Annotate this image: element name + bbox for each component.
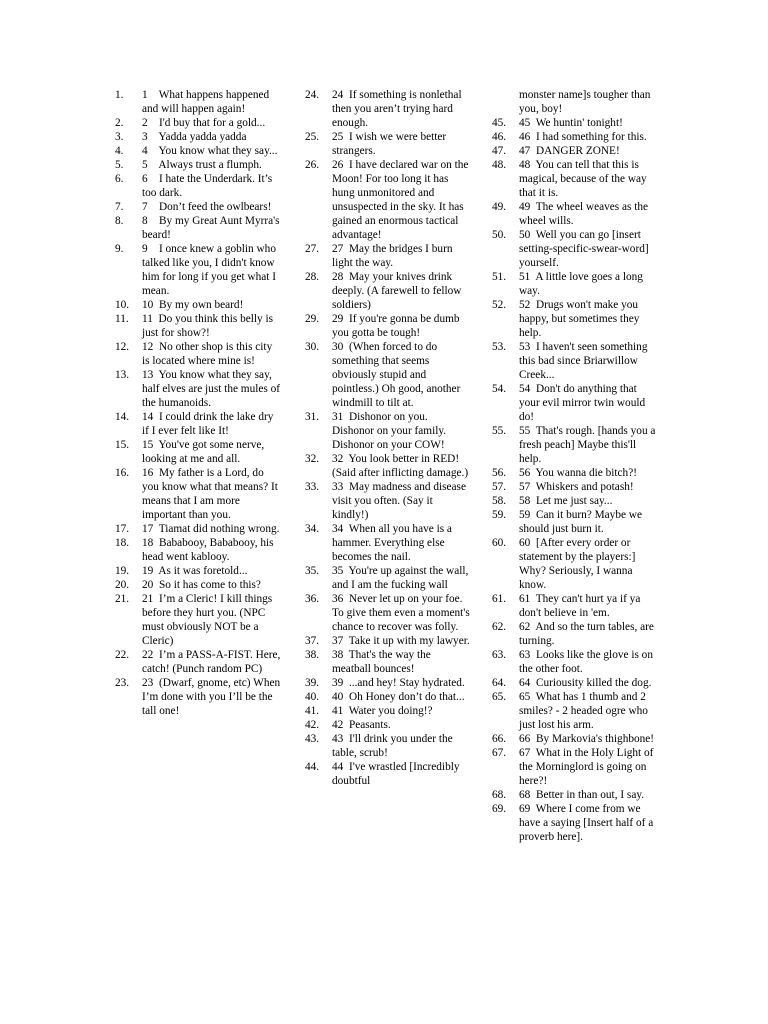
list-item-number: 44. [305,761,320,773]
list-item [492,382,662,424]
list-item-number: 57. [492,481,507,493]
list-item-text: 9 I once knew a goblin who talked like you, I didn't know him for long if you get what I mean. [142,243,279,297]
list-item-text: 28 May your knives drink deeply. (A farewell to fellow soldiers) [332,271,465,311]
list-item-number: 32. [305,453,320,465]
list-item [305,634,475,648]
list-item-text: 44 I've wrastled [Incredibly doubtful [332,761,463,787]
list-item-text: 27 May the bridges I burn light the way. [332,243,456,269]
list-item-number: 43. [305,733,320,745]
continued-text: monster name]s tougher than you, boy! [519,89,654,115]
list-item-number: 64. [492,677,507,689]
list-item-text: 48 You can tell that this is magical, because of the way that it is. [519,159,650,199]
list-item-number: 16. [115,467,130,479]
list-item-number: 3. [115,131,124,143]
list-item-text: 20 So it has come to this? [142,579,261,591]
list-item-number: 33. [305,481,320,493]
list-item-text: 38 That's the way the meatball bounces! [332,649,434,675]
list-item [115,536,285,564]
list-item-number: 66. [492,733,507,745]
list-item-text: 64 Curiousity killed the dog. [519,677,652,689]
list-item-text: 21 I’m a Cleric! I kill things before they hurt you. (NPC must obviously NOT be a Cleric) [142,593,276,647]
list-item [115,200,285,214]
list-item-text: 22 I’m a PASS-A-FIST. Here, catch! (Punch random PC) [142,649,284,675]
list-item-number: 15. [115,439,130,451]
list-item-text: 39 ...and hey! Stay hydrated. [332,677,465,689]
list-item [115,564,285,578]
list-item-number: 59. [492,509,507,521]
list-item-number: 29. [305,313,320,325]
list-item-text: 43 I'll drink you under the table, scrub! [332,733,456,759]
list-item-number: 34. [305,523,320,535]
list-item-text: 13 You know what they say, half elves are just the mules of the humanoids. [142,369,283,409]
list-item-text: 12 No other shop is this city is located where mine is! [142,341,276,367]
list-item-text: 57 Whiskers and potash! [519,481,634,493]
list-item-number: 52. [492,299,507,311]
list-item-text: 11 Do you think this belly is just for show?! [142,313,276,339]
list-item-text: 32 You look better in RED! (Said after inflicting damage.) [332,453,469,479]
list-item-text: 65 What has 1 thumb and 2 smiles? - 2 headed ogre who just lost his arm. [519,691,651,731]
list-item-number: 17. [115,523,130,535]
list-item-number: 37. [305,635,320,647]
list-item-text: 3 Yadda yadda yadda [142,131,247,143]
list-item-text: 19 As it was foretold... [142,565,248,577]
list-item-number: 22. [115,649,130,661]
list-item-text: 25 I wish we were better strangers. [332,131,450,157]
list-item [305,718,475,732]
list-item [492,648,662,676]
list-item-text: 5 Always trust a flumph. [142,159,262,171]
list-item-text: 37 Take it up with my lawyer. [332,635,470,647]
list-item-number: 30. [305,341,320,353]
list-item-text: 41 Water you doing!? [332,705,433,717]
list-item [492,466,662,480]
list-item-number: 48. [492,159,507,171]
list-item [305,88,475,130]
list-item-text: 40 Oh Honey don’t do that... [332,691,465,703]
list-item [305,480,475,522]
list-item-number: 56. [492,467,507,479]
list-item-number: 68. [492,789,507,801]
list-item-number: 45. [492,117,507,129]
list-item-number: 39. [305,677,320,689]
list-item [115,676,285,718]
list-item-text: 47 DANGER ZONE! [519,145,620,157]
list-item-number: 63. [492,649,507,661]
list-item [305,676,475,690]
list-item-text: 30 (When forced to do something that seems obviously stupid and pointless.) Oh good, another windmill to tilt at. [332,341,464,409]
list-item [305,158,475,242]
list-item [305,410,475,452]
list-item [492,158,662,200]
list-item-text: 29 If you're gonna be dumb you gotta be tough! [332,313,463,339]
list-item-text: 36 Never let up on your foe. To give them even a moment's chance to recover was folly. [332,593,473,633]
list-item-number: 62. [492,621,507,633]
list-item [115,578,285,592]
list-item [492,228,662,270]
list-item [115,438,285,466]
list-item-text: 24 If something is nonlethal then you aren’t trying hard enough. [332,89,465,129]
list-item-number: 8. [115,215,124,227]
list-item-text: 31 Dishonor on you. Dishonor on your family. Dishonor on your COW! [332,411,449,451]
list-item-number: 26. [305,159,320,171]
list-item-number: 31. [305,411,320,423]
list-item-text: 15 You've got some nerve, looking at me and all. [142,439,268,465]
list-item-text: 62 And so the turn tables, are turning. [519,621,657,647]
list-item [115,116,285,130]
list-item-number: 5. [115,159,124,171]
list-item [492,424,662,466]
list-item-number: 20. [115,579,130,591]
list-item-number: 27. [305,243,320,255]
list-column-1 [115,88,285,718]
list-item-number: 61. [492,593,507,605]
list-item [115,312,285,340]
list-item [492,508,662,536]
list-item [115,592,285,648]
list-item-text: 52 Drugs won't make you happy, but sometimes they help. [519,299,643,339]
list-item-number: 38. [305,649,320,661]
list-item-text: 67 What in the Holy Light of the Morninglord is going on here?! [519,747,657,787]
list-item [305,704,475,718]
list-item-number: 23. [115,677,130,689]
list-item [115,214,285,242]
list-item [492,480,662,494]
list-item [305,760,475,788]
list-item [115,368,285,410]
list-item-text: 68 Better in than out, I say. [519,789,645,801]
list-item [115,172,285,200]
list-item-number: 40. [305,691,320,703]
list-item [305,592,475,634]
list-item [115,144,285,158]
list-item-text: 34 When all you have is a hammer. Everything else becomes the nail. [332,523,455,563]
list-item-text: 2 I'd buy that for a gold... [142,117,266,129]
list-item [115,88,285,116]
list-item [305,564,475,592]
list-item-text: 23 (Dwarf, gnome, etc) When I’m done with you I’ll be the tall one! [142,677,283,717]
list-item-text: 60 [After every order or statement by the players:] Why? Seriously, I wanna know. [519,537,639,591]
list-item-text: 42 Peasants. [332,719,391,731]
list-item-number: 13. [115,369,130,381]
list-item [115,298,285,312]
list-item-number: 19. [115,565,130,577]
list-item-text: 56 You wanna die bitch?! [519,467,637,479]
list-item-text: 7 Don’t feed the owlbears! [142,201,272,213]
list-item [492,592,662,620]
list-item [492,620,662,648]
list-item-number: 21. [115,593,130,605]
list-item-text: 58 Let me just say... [519,495,613,507]
list-item-number: 2. [115,117,124,129]
list-item-number: 69. [492,803,507,815]
list-item-text: 54 Don't do anything that your evil mirror twin would do! [519,383,648,423]
list-column-2 [305,88,475,788]
list-item [305,130,475,158]
list-item-text: 55 That's rough. [hands you a fresh peach] Maybe this'll help. [519,425,659,465]
list-item [305,270,475,312]
list-item-number: 55. [492,425,507,437]
list-item [115,340,285,368]
list-item [492,494,662,508]
list-item-number: 53. [492,341,507,353]
list-item-text: 4 You know what they say... [142,145,278,157]
list-item-number: 25. [305,131,320,143]
list-item [305,522,475,564]
list-item-number: 50. [492,229,507,241]
list-item [115,648,285,676]
list-item-number: 4. [115,145,124,157]
list-item-number: 11. [115,313,129,325]
list-item-text: 61 They can't hurt ya if ya don't believe in 'em. [519,593,644,619]
list-item [492,690,662,732]
list-item-number: 65. [492,691,507,703]
list-item-number: 67. [492,747,507,759]
list-item-number: 6. [115,173,124,185]
list-item-number: 10. [115,299,130,311]
list-item [492,144,662,158]
list-item-text: 17 Tiamat did nothing wrong. [142,523,280,535]
list-item-text: 33 May madness and disease visit you often. (Say it kindly!) [332,481,469,521]
list-item [305,452,475,480]
list-item [492,200,662,228]
list-item [492,802,662,844]
list-item-number: 14. [115,411,130,423]
list-item-text: 69 Where I come from we have a saying [Insert half of a proverb here]. [519,803,657,843]
list-item-text: 49 The wheel weaves as the wheel wills. [519,201,651,227]
list-item-number: 58. [492,495,507,507]
list-item-text: 46 I had something for this. [519,131,647,143]
list-item [305,690,475,704]
list-item-text: 63 Looks like the glove is on the other foot. [519,649,656,675]
list-item-text: 59 Can it burn? Maybe we should just burn it. [519,509,645,535]
list-item-number: 47. [492,145,507,157]
list-item [115,242,285,298]
list-item-text: 53 I haven't seen something this bad since Briarwillow Creek... [519,341,651,381]
list-item-text: 1 What happens happened and will happen again! [142,89,272,115]
list-item [305,732,475,760]
list-item-number: 1. [115,89,124,101]
list-item-number: 18. [115,537,130,549]
list-item-text: 26 I have declared war on the Moon! For too long it has hung unmonitored and unsuspected in the sky. It has gained an enormous tactical advantage! [332,159,472,241]
list-item-text: 8 By my Great Aunt Myrra's beard! [142,215,283,241]
list-item [492,340,662,382]
list-item [492,746,662,788]
list-item-number: 28. [305,271,320,283]
list-item [492,732,662,746]
list-item-number: 35. [305,565,320,577]
list-item [115,466,285,522]
list-item [115,158,285,172]
list-item-number: 12. [115,341,130,353]
list-item-number: 7. [115,201,124,213]
list-item [115,410,285,438]
list-item-text: 16 My father is a Lord, do you know what that means? It means that I am more important than you. [142,467,281,521]
list-item [492,130,662,144]
list-item-text: 50 Well you can go [insert setting-specific-swear-word] yourself. [519,229,652,269]
list-item [492,676,662,690]
list-item-number: 51. [492,271,507,283]
list-item-text: 6 I hate the Underdark. It’s too dark. [142,173,276,199]
list-item-number: 49. [492,201,507,213]
list-item [492,536,662,592]
list-item-number: 46. [492,131,507,143]
list-item [305,648,475,676]
list-item-number: 41. [305,705,320,717]
list-item [305,242,475,270]
list-item-number: 24. [305,89,320,101]
list-item-number: 54. [492,383,507,395]
list-item [115,522,285,536]
list-item [492,298,662,340]
list-item [492,788,662,802]
list-item [492,116,662,130]
list-item [305,312,475,340]
list-item-text: 35 You're up against the wall, and I am the fucking wall [332,565,472,591]
list-item-number: 60. [492,537,507,549]
list-item-number: 42. [305,719,320,731]
list-column-3 [492,88,662,844]
list-item-text: 66 By Markovia's thighbone! [519,733,655,745]
list-item-text: 14 I could drink the lake dry if I ever felt like It! [142,411,277,437]
list-item [115,130,285,144]
list-item [492,270,662,298]
list-item-text: 51 A little love goes a long way. [519,271,646,297]
list-item-number: 9. [115,243,124,255]
list-item-text: 10 By my own beard! [142,299,244,311]
list-item-text: 18 Bababooy, Bababooy, his head went kablooy. [142,537,277,563]
list-item-number: 36. [305,593,320,605]
list-item [305,340,475,410]
list-item-text: 45 We huntin' tonight! [519,117,623,129]
